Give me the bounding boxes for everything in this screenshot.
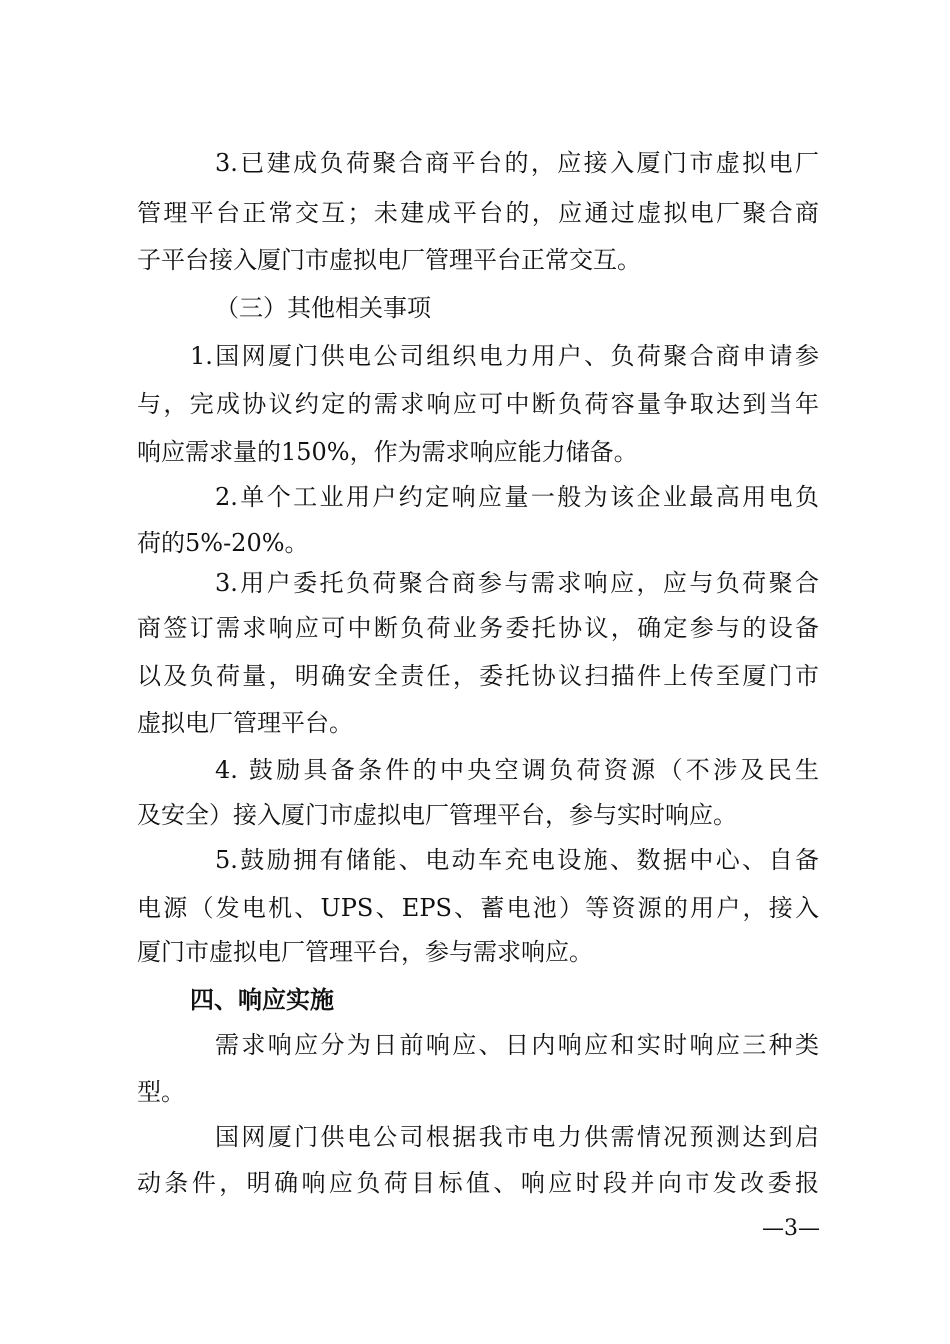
- paragraph-line: 管理平台正常交互；未建成平台的，应通过虚拟电厂聚合商: [137, 199, 819, 227]
- paragraph-line: 3.已建成负荷聚合商平台的，应接入厦门市虚拟电厂: [215, 149, 819, 177]
- paragraph-line: 5.鼓励拥有储能、电动车充电设施、数据中心、自备: [215, 846, 819, 874]
- paragraph-line: 以及负荷量，明确安全责任，委托协议扫描件上传至厦门市: [137, 662, 819, 690]
- section-heading: （三）其他相关事项: [215, 294, 431, 322]
- paragraph-line: 需求响应分为日前响应、日内响应和实时响应三种类: [215, 1031, 819, 1059]
- paragraph-line: 3.用户委托负荷聚合商参与需求响应，应与负荷聚合: [215, 569, 819, 597]
- paragraph-line: 电源（发电机、UPS、EPS、蓄电池）等资源的用户，接入: [137, 894, 819, 922]
- paragraph-line: 商签订需求响应可中断负荷业务委托协议，确定参与的设备: [137, 614, 819, 642]
- paragraph-line: 子平台接入厦门市虚拟电厂管理平台正常交互。: [137, 246, 641, 274]
- paragraph-line: 虚拟电厂管理平台。: [137, 709, 353, 737]
- paragraph-line: 厦门市虚拟电厂管理平台，参与需求响应。: [137, 938, 593, 966]
- paragraph-line: 1.国网厦门供电公司组织电力用户、负荷聚合商申请参: [190, 342, 819, 370]
- paragraph-line: 2.单个工业用户约定响应量一般为该企业最高用电负: [215, 483, 819, 511]
- paragraph-line: 及安全）接入厦门市虚拟电厂管理平台，参与实时响应。: [137, 801, 737, 829]
- page-number: —3—: [762, 1216, 820, 1241]
- paragraph-line: 动条件，明确响应负荷目标值、响应时段并向市发改委报: [137, 1169, 819, 1197]
- paragraph-line: 与，完成协议约定的需求响应可中断负荷容量争取达到当年: [137, 390, 819, 418]
- paragraph-line: 荷的5%-20%。: [137, 529, 309, 557]
- paragraph-line: 国网厦门供电公司根据我市电力供需情况预测达到启: [215, 1123, 819, 1151]
- section-heading: 四、响应实施: [190, 986, 334, 1014]
- paragraph-line: 4. 鼓励具备条件的中央空调负荷资源（不涉及民生: [215, 756, 819, 784]
- paragraph-line: 响应需求量的150%，作为需求响应能力储备。: [137, 438, 638, 466]
- paragraph-line: 型。: [137, 1078, 185, 1106]
